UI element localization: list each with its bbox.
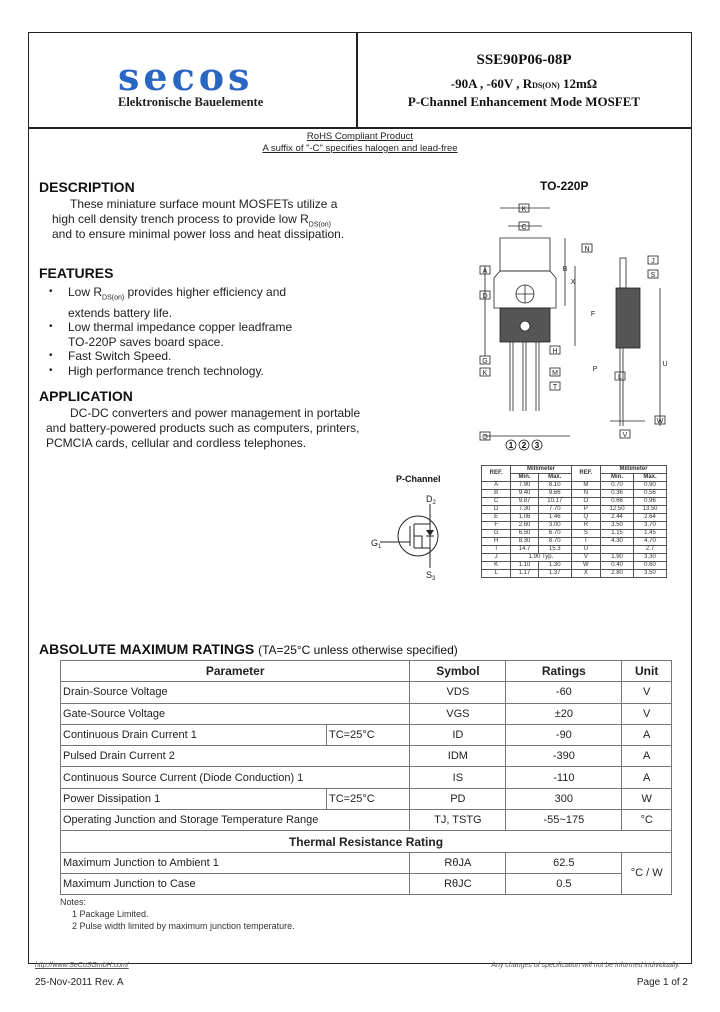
dim-row	[482, 522, 667, 530]
dim-cell: M	[571, 482, 600, 490]
feature-item-cont: TO-220P saves board space.	[68, 334, 224, 349]
notes-title: Notes:	[60, 897, 87, 907]
dim-label: A	[482, 268, 488, 275]
dim-label: D	[482, 293, 488, 300]
dim-cell: O	[571, 498, 600, 506]
ratings-header-symbol: Symbol	[410, 661, 506, 682]
package-title: TO-220P	[540, 179, 589, 193]
dim-header-max: Max.	[634, 474, 667, 482]
ratings-cell-rating: 300	[506, 788, 622, 809]
schematic-title: P-Channel	[396, 474, 441, 484]
dim-cell: R	[571, 522, 600, 530]
dim-cell: 0.66	[601, 498, 634, 506]
description-title: DESCRIPTION	[39, 179, 135, 195]
dim-cell: 3.70	[634, 522, 667, 530]
dim-cell: 1.37	[538, 570, 571, 578]
ratings-cell-rating: -90	[506, 724, 622, 745]
dim-cell: 1.46	[538, 514, 571, 522]
dim-cell: Q	[571, 514, 600, 522]
footer-url[interactable]: http://www.SeCoSGmbH.com/	[35, 962, 129, 969]
dim-cell: U	[571, 546, 600, 554]
ratings-row	[61, 788, 672, 809]
note-item: 2 Pulse width limited by maximum junction temperature.	[72, 921, 295, 931]
dim-cell: 0.60	[634, 562, 667, 570]
lead-number: 3	[534, 441, 540, 450]
footer-date: 25-Nov-2011 Rev. A	[35, 977, 124, 988]
dim-cell: 9.66	[538, 490, 571, 498]
dim-cell: N	[571, 490, 600, 498]
dimensions-body	[482, 482, 667, 578]
feature-item: • Low thermal impedance copper leadframe	[48, 320, 348, 335]
dim-header-ref: REF.	[482, 466, 511, 482]
ratings-cell-symbol: IS	[410, 767, 506, 788]
ratings-cell-rating: ±20	[506, 703, 622, 724]
dim-cell: D	[482, 506, 511, 514]
ratings-cell-symbol: ID	[410, 724, 506, 745]
dim-cell: 1.15	[601, 530, 634, 538]
note-item: 1 Package Limited.	[72, 909, 149, 919]
ratings-table	[60, 660, 672, 895]
ratings-cell-unit: A	[622, 746, 672, 767]
dim-cell: 13.50	[634, 506, 667, 514]
ratings-cell-cond: TC=25°C	[327, 788, 410, 809]
ratings-cell-symbol: IDM	[410, 746, 506, 767]
dim-cell: 0.70	[601, 482, 634, 490]
dim-cell: 2.64	[634, 514, 667, 522]
dim-row	[482, 562, 667, 570]
dim-cell: 2.44	[601, 514, 634, 522]
dim-label: F	[590, 311, 596, 318]
dim-row	[482, 538, 667, 546]
dim-cell: 2.7	[634, 546, 667, 554]
dim-cell: 6.50	[511, 530, 538, 538]
dim-label: J	[651, 258, 655, 265]
dim-label: B	[562, 266, 568, 273]
dim-cell: 12.50	[601, 506, 634, 514]
dim-label: V	[622, 432, 628, 439]
ratings-cell-param: Continuous Source Current (Diode Conduction) 1	[61, 767, 410, 788]
dim-cell: 1.45	[634, 530, 667, 538]
dim-cell: A	[482, 482, 511, 490]
dim-cell: 1.17	[511, 570, 538, 578]
dim-cell: C	[482, 498, 511, 506]
dim-cell: 0.90	[634, 482, 667, 490]
ratings-header-ratings: Ratings	[506, 661, 622, 682]
dim-header-mm: Millimeter	[511, 466, 571, 474]
company-subtitle: Elektronische Bauelemente	[118, 95, 264, 109]
dim-row	[482, 482, 667, 490]
ratings-cell-unit: W	[622, 788, 672, 809]
features-list	[48, 285, 348, 378]
dim-row	[482, 546, 667, 554]
ratings-cell-symbol: TJ, TSTG	[410, 810, 506, 831]
dim-row	[482, 570, 667, 578]
dim-header-min: Min.	[601, 474, 634, 482]
dim-cell: I	[482, 546, 511, 554]
dim-label: G	[482, 358, 488, 365]
ratings-row	[61, 703, 672, 724]
ratings-cell-unit: A	[622, 767, 672, 788]
dim-cell: 10.17	[538, 498, 571, 506]
footer-disclaimer: Any changes of specification will not be informed individually.	[491, 962, 680, 969]
part-number: SSE90P06-08P	[476, 52, 572, 68]
dim-cell: 9.87	[511, 498, 538, 506]
thermal-cell-rating: 0.5	[506, 873, 622, 894]
dim-cell: H	[482, 538, 511, 546]
ratings-cell-param: Continuous Drain Current 1	[61, 724, 327, 745]
dim-cell: K	[482, 562, 511, 570]
dim-header-min: Min.	[511, 474, 538, 482]
dimensions-table	[481, 465, 667, 578]
feature-item: • Low $R_{DS(on)}$ provides higher efficiency and	[48, 285, 348, 306]
description-line-3: and to ensure minimal power loss and heat dissipation.	[52, 227, 345, 241]
dim-label: Q	[482, 434, 488, 441]
dim-cell: 14.7	[511, 546, 538, 554]
thermal-cell-symbol: RθJC	[410, 873, 506, 894]
pin-label: $S_3$	[426, 570, 436, 582]
dim-cell: 0.40	[601, 562, 634, 570]
feature-item-cont: extends battery life.	[68, 305, 173, 320]
ratings-row	[61, 724, 672, 745]
dim-cell: 3.30	[634, 554, 667, 562]
dim-cell: 9.40	[511, 490, 538, 498]
ratings-body	[61, 682, 672, 895]
dim-cell: 1.30	[538, 562, 571, 570]
ratings-row	[61, 767, 672, 788]
ratings-title: ABSOLUTE MAXIMUM RATINGS (TA=25°C unless otherwise specified)	[39, 641, 458, 657]
application-line-1: DC-DC converters and power management in portable	[70, 406, 361, 420]
pin-label: $G_1$	[371, 538, 382, 550]
dim-cell: 15.3	[538, 546, 571, 554]
application-line-2: and battery-powered products such as computers, printers,	[46, 421, 360, 435]
dim-label: W	[656, 418, 664, 425]
ratings-cell-rating: -390	[506, 746, 622, 767]
dim-cell: G	[482, 530, 511, 538]
dim-cell: 1.90 Typ.	[511, 554, 571, 562]
dim-cell: W	[571, 562, 600, 570]
dim-cell: V	[571, 554, 600, 562]
dim-label: K	[482, 370, 488, 377]
dim-cell: 0.36	[601, 490, 634, 498]
rohs-line-2: A suffix of "-C" specifies halogen and lead-free	[262, 143, 458, 154]
dim-header-ref: REF.	[571, 466, 600, 482]
dim-label: N	[584, 246, 590, 253]
application-line-3: PCMCIA cards, cellular and cordless telephones.	[46, 436, 307, 450]
ratings-cell-param: Operating Junction and Storage Temperature Range	[61, 810, 410, 831]
dim-label: H	[552, 348, 558, 355]
dim-header-max: Max.	[538, 474, 571, 482]
dim-row	[482, 506, 667, 514]
dim-row	[482, 554, 667, 562]
ratings-row	[61, 746, 672, 767]
ratings-cell-unit: °C	[622, 810, 672, 831]
spec-line: -90A , -60V , RDS(ON) 12mΩ	[450, 76, 598, 91]
ratings-cell-rating: -60	[506, 682, 622, 703]
dim-cell: 2.80	[601, 570, 634, 578]
feature-item: • High performance trench technology.	[48, 364, 348, 379]
dim-cell: 8.10	[538, 482, 571, 490]
dim-header-mm: Millimeter	[601, 466, 667, 474]
dim-cell: 6.70	[538, 530, 571, 538]
ratings-cell-rating: -55~175	[506, 810, 622, 831]
ratings-cell-symbol: VGS	[410, 703, 506, 724]
dim-label: C	[521, 224, 527, 231]
thermal-cell-symbol: RθJA	[410, 852, 506, 873]
features-title: FEATURES	[39, 265, 114, 281]
dim-row	[482, 498, 667, 506]
header-bottom-rule	[28, 127, 692, 129]
thermal-row	[61, 873, 672, 894]
thermal-cell-rating: 62.5	[506, 852, 622, 873]
dim-cell: J	[482, 554, 511, 562]
dim-cell: 8.70	[538, 538, 571, 546]
dim-cell: 2.60	[511, 522, 538, 530]
ratings-cell-unit: A	[622, 724, 672, 745]
dim-cell: 0.56	[634, 490, 667, 498]
ratings-cell-param: Gate-Source Voltage	[61, 703, 410, 724]
dim-cell: T	[571, 538, 600, 546]
ratings-cell-symbol: PD	[410, 788, 506, 809]
thermal-cell-param: Maximum Junction to Ambient 1	[61, 852, 410, 873]
dim-cell: 3.50	[601, 522, 634, 530]
pin-label: $D_2$	[426, 494, 436, 506]
ratings-header-param: Parameter	[61, 661, 410, 682]
footer-page: Page 1 of 2	[636, 977, 688, 988]
dim-cell: 8.30	[511, 538, 538, 546]
lead-number: 1	[508, 441, 514, 450]
p-channel-schematic	[370, 490, 460, 582]
ratings-cell-param: Drain-Source Voltage	[61, 682, 410, 703]
application-title: APPLICATION	[39, 388, 133, 404]
dim-cell: 4.70	[634, 538, 667, 546]
dim-cell	[601, 546, 634, 554]
ratings-header-unit: Unit	[622, 661, 672, 682]
dim-label: U	[662, 361, 668, 368]
dim-cell: S	[571, 530, 600, 538]
dim-cell: 3.00	[538, 522, 571, 530]
thermal-row	[61, 852, 672, 873]
dim-cell: 4.30	[601, 538, 634, 546]
dim-cell: 1.90	[601, 554, 634, 562]
dim-cell: P	[571, 506, 600, 514]
dim-row	[482, 514, 667, 522]
rohs-line-1: RoHS Compliant Product	[306, 131, 414, 142]
package-outline-drawing	[470, 196, 680, 456]
ratings-row	[61, 682, 672, 703]
thermal-cell-unit: °C / W	[622, 852, 672, 895]
notes	[60, 896, 295, 932]
company-logo: secos	[118, 54, 254, 99]
feature-item: • Fast Switch Speed.	[48, 349, 348, 364]
dim-cell: 1.10	[511, 562, 538, 570]
dim-label: M	[552, 370, 558, 377]
description-line-1: These miniature surface mount MOSFETs utilize a	[70, 197, 338, 211]
ratings-cell-param: Pulsed Drain Current 2	[61, 746, 410, 767]
dim-row	[482, 490, 667, 498]
ratings-row	[61, 810, 672, 831]
dim-cell: 7.90	[511, 482, 538, 490]
ratings-cell-cond: TC=25°C	[327, 724, 410, 745]
ratings-cell-param: Power Dissipation 1	[61, 788, 327, 809]
dim-label: K	[521, 206, 527, 213]
dim-cell: X	[571, 570, 600, 578]
dim-label: S	[650, 272, 656, 279]
dim-cell: 7.30	[511, 506, 538, 514]
ratings-cell-unit: V	[622, 682, 672, 703]
dim-row	[482, 530, 667, 538]
lead-number: 2	[521, 441, 527, 450]
thermal-title: Thermal Resistance Rating	[61, 831, 672, 852]
dim-cell: F	[482, 522, 511, 530]
thermal-cell-param: Maximum Junction to Case	[61, 873, 410, 894]
dim-cell: L	[482, 570, 511, 578]
dim-cell: 7.70	[538, 506, 571, 514]
dim-cell: 3.50	[634, 570, 667, 578]
dim-cell: 1.06	[511, 514, 538, 522]
dim-label: T	[552, 384, 558, 391]
ratings-cell-rating: -110	[506, 767, 622, 788]
dim-label: X	[570, 279, 576, 286]
dim-label: P	[592, 366, 598, 373]
dim-cell: 0.96	[634, 498, 667, 506]
dim-cell: B	[482, 490, 511, 498]
dim-label: L	[618, 374, 622, 381]
dim-cell: E	[482, 514, 511, 522]
ratings-cell-symbol: VDS	[410, 682, 506, 703]
device-type: P-Channel Enhancement Mode MOSFET	[407, 94, 641, 109]
description-line-2: high cell density trench process to provide low $R_{DS(on)}$	[52, 212, 331, 229]
ratings-cell-unit: V	[622, 703, 672, 724]
